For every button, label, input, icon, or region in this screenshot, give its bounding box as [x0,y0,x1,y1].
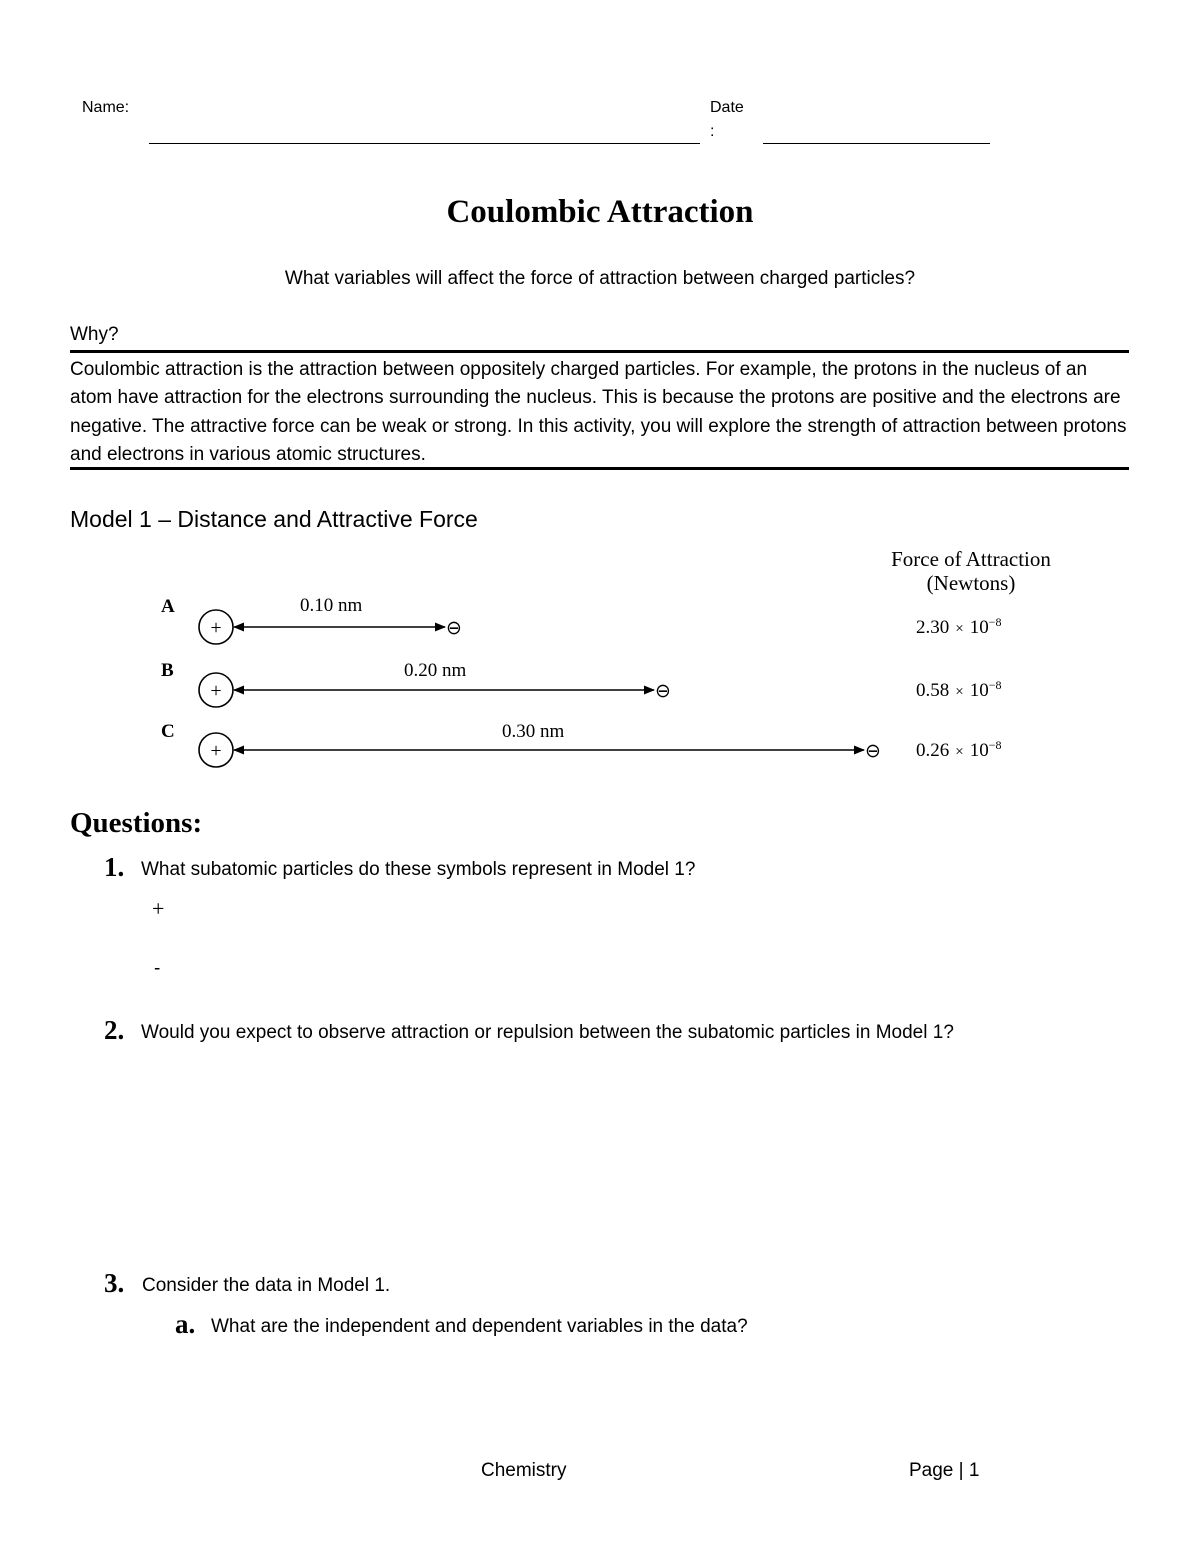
question-2-number: 2. [104,1015,125,1045]
question-3a-text: What are the independent and dependent variables in the data? [211,1316,748,1337]
date-label: Date [710,99,744,116]
force-exponent: −8 [988,615,1002,629]
question-1-plus-symbol: + [152,896,165,921]
question-3a-letter: a. [175,1309,196,1339]
force-mantissa: 2.30 [916,617,950,638]
row-label-a: A [161,596,175,617]
force-base: 10 [969,617,989,638]
times-symbol: × [955,621,964,637]
force-value-b [916,678,1002,702]
force-value-c [916,738,1002,762]
proton-symbol: + [210,617,222,639]
electron-icon: ⊖ [446,617,462,639]
row-label-c: C [161,721,175,742]
electron-icon: ⊖ [655,680,671,702]
distance-label-b: 0.20 nm [404,660,467,681]
question-1-number: 1. [104,852,125,882]
question-3-text: Consider the data in Model 1. [142,1275,391,1296]
times-symbol: × [955,684,964,700]
distance-label-a: 0.10 nm [300,595,363,616]
distance-label-c: 0.30 nm [502,721,565,742]
proton-symbol: + [210,680,222,702]
force-mantissa: 0.26 [916,740,950,761]
page-title: Coulombic Attraction [446,194,754,230]
force-base: 10 [969,740,989,761]
force-header-line1: Force of Attraction [891,547,1051,571]
question-1-text: What subatomic particles do these symbols represent in Model 1? [141,859,696,880]
why-paragraph: Coulombic attraction is the attraction between oppositely charged particles. For example, the protons in the nucleus of an atom have attraction for the electrons surrounding the nucleus. This is because the protons are positive and the electrons are negative. The attractive force can be weak or strong. In this activity, you will explore the strength of attraction between protons and electrons in various atomic structures. [70,359,1127,465]
force-base: 10 [969,680,989,701]
times-symbol: × [955,744,964,760]
date-colon: : [710,123,715,140]
force-value-a [916,615,1002,639]
force-exponent: −8 [988,678,1002,692]
question-2-text: Would you expect to observe attraction or repulsion between the subatomic particles in Model 1? [141,1022,954,1043]
question-3-number: 3. [104,1268,125,1298]
question-1-minus-symbol: - [154,958,161,979]
model1-heading: Model 1 – Distance and Attractive Force [70,506,478,532]
proton-symbol: + [210,740,222,762]
force-mantissa: 0.58 [916,680,950,701]
name-label: Name: [82,99,130,116]
questions-heading: Questions: [70,807,203,839]
force-header-line2: (Newtons) [926,571,1016,595]
row-label-b: B [161,660,174,681]
page-subtitle: What variables will affect the force of attraction between charged particles? [284,268,916,289]
electron-icon: ⊖ [865,740,881,762]
footer-subject: Chemistry [481,1460,567,1481]
force-exponent: −8 [988,738,1002,752]
footer-page-number: Page | 1 [909,1460,980,1481]
why-label: Why? [70,324,119,345]
